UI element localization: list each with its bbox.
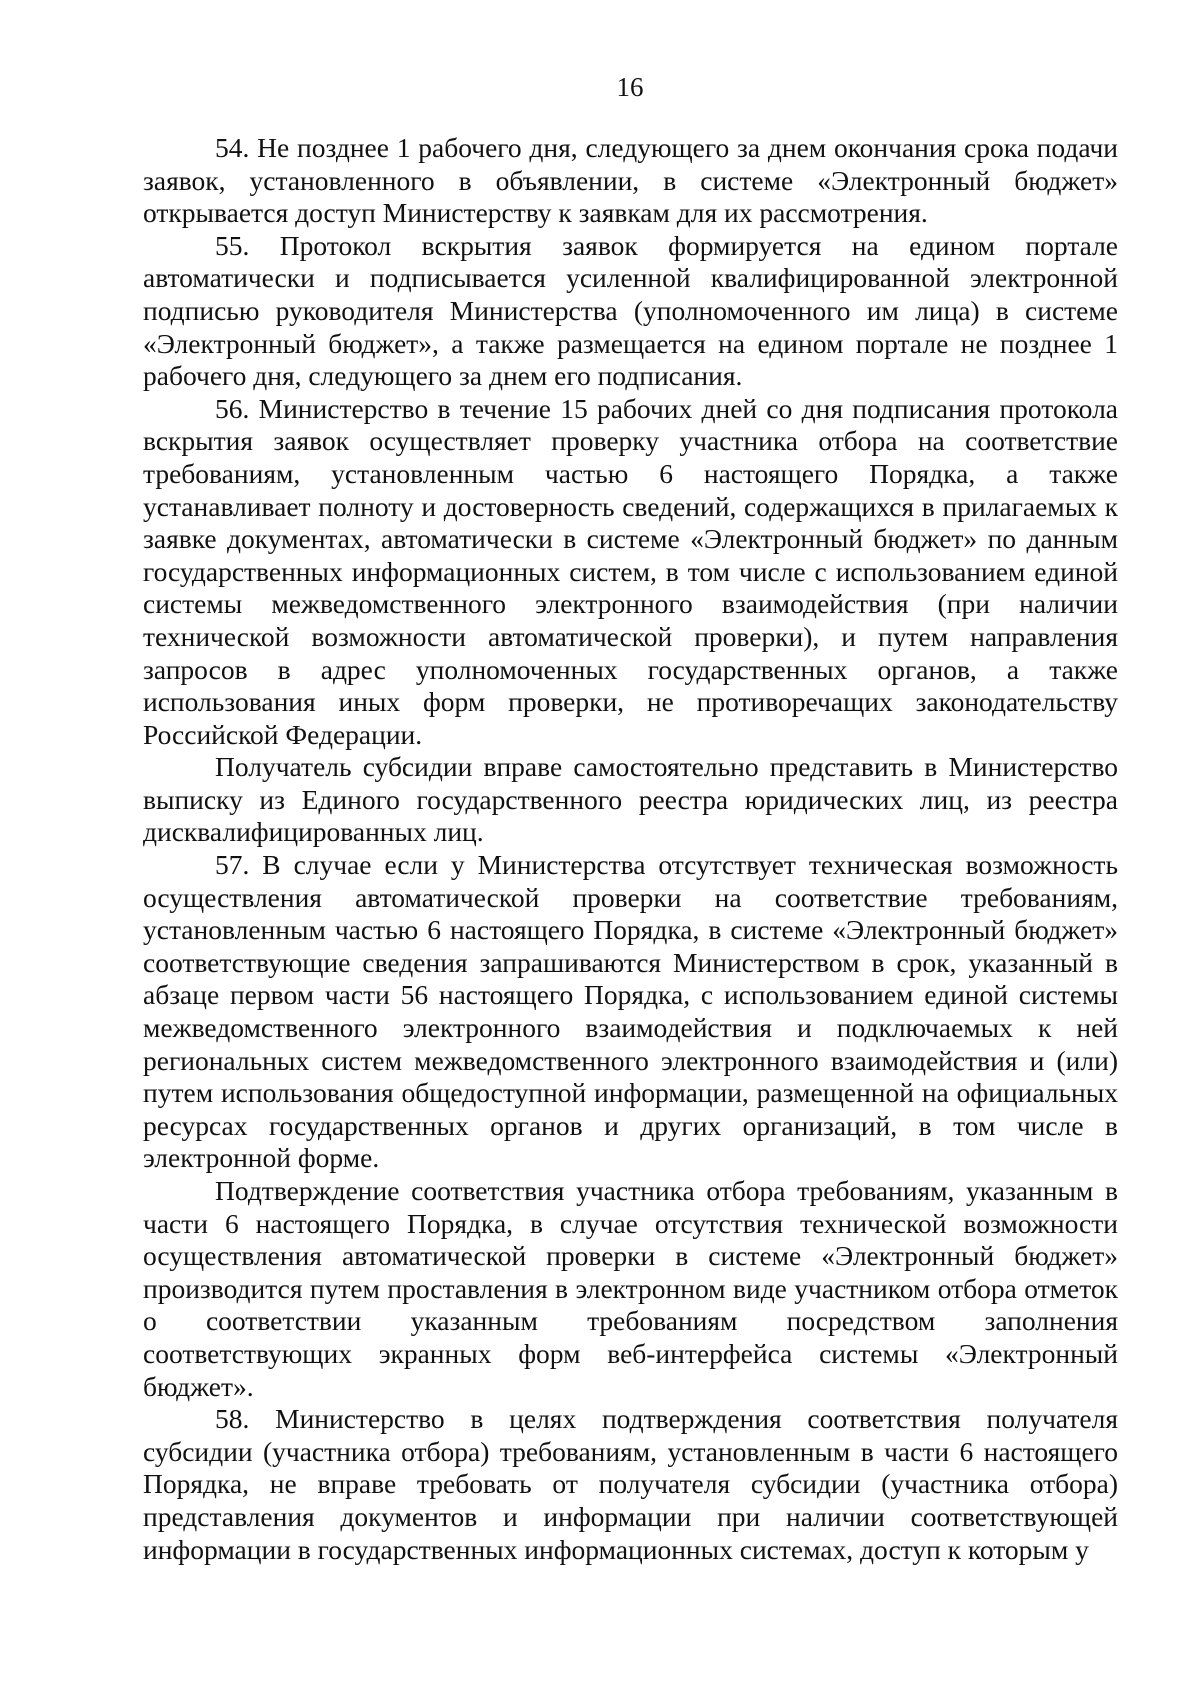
paragraph-55: 55. Протокол вскрытия заявок формируется на едином портале автоматически и подписывается усиленной квалифицированной электронной подписью руководителя Министерства (уполномоченного им лица) в системе «Электронный бюджет», а также размещается на едином портале не позднее 1 рабочего дня, следующего за днем его подписания.: [143, 229, 1118, 392]
paragraph-57: 57. В случае если у Министерства отсутствует техническая возможность осуществления автоматической проверки на соответствие требованиям, установленным частью 6 настоящего Порядка, в системе «Электронный бюджет» соответствующие сведения запрашиваются Министерством в срок, указанный в абзаце первом части 56 настоящего Порядка, с использованием единой системы межведомственного электронного взаимодействия и подключаемых к ней региональных систем межведомственного электронного взаимодействия и (или) путем использования общедоступной информации, размещенной на официальных ресурсах государственных органов и других организаций, в том числе в электронной форме.: [143, 849, 1118, 1174]
paragraph-58: 58. Министерство в целях подтверждения соответствия получателя субсидии (участника отбора) требованиям, установленным в части 6 настоящего Порядка, не вправе требовать от получателя субсидии (участника отбора) представления документов и информации при наличии соответствующей информации в государственных информационных системах, доступ к которым у: [143, 1403, 1118, 1565]
paragraph-56-recipient-note: Получатель субсидии вправе самостоятельно представить в Министерство выписку из Единого государственного реестра юридических лиц, из реестра дисквалифицированных лиц.: [143, 751, 1118, 848]
paragraph-57-confirmation: Подтверждение соответствия участника отбора требованиям, указанным в части 6 настоящего Порядка, в случае отсутствия технической возможности осуществления автоматической проверки в системе «Электронный бюджет» производится путем проставления в электронном виде участником отбора отметок о соответствии указанным требованиям посредством заполнения соответствующих экранных форм веб-интерфейса системы «Электронный бюджет».: [143, 1175, 1118, 1402]
paragraph-56: 56. Министерство в течение 15 рабочих дней со дня подписания протокола вскрытия заявок осуществляет проверку участника отбора на соответствие требованиям, установленным частью 6 настоящего Порядка, а также устанавливает полноту и достоверность сведений, содержащихся в прилагаемых к заявке документах, автоматически в системе «Электронный бюджет» по данным государственных информационных систем, в том числе с использованием единой системы межведомственного электронного взаимодействия (при наличии технической возможности автоматической проверки), и путем направления запросов в адрес уполномоченных государственных органов, а также использования иных форм проверки, не противоречащих законодательству Российской Федерации.: [143, 392, 1118, 750]
paragraph-54: 54. Не позднее 1 рабочего дня, следующего за днем окончания срока подачи заявок, установленного в объявлении, в системе «Электронный бюджет» открывается доступ Министерству к заявкам для их рассмотрения.: [143, 132, 1118, 229]
document-body: [143, 132, 1118, 1566]
page-number: 16: [616, 72, 644, 102]
